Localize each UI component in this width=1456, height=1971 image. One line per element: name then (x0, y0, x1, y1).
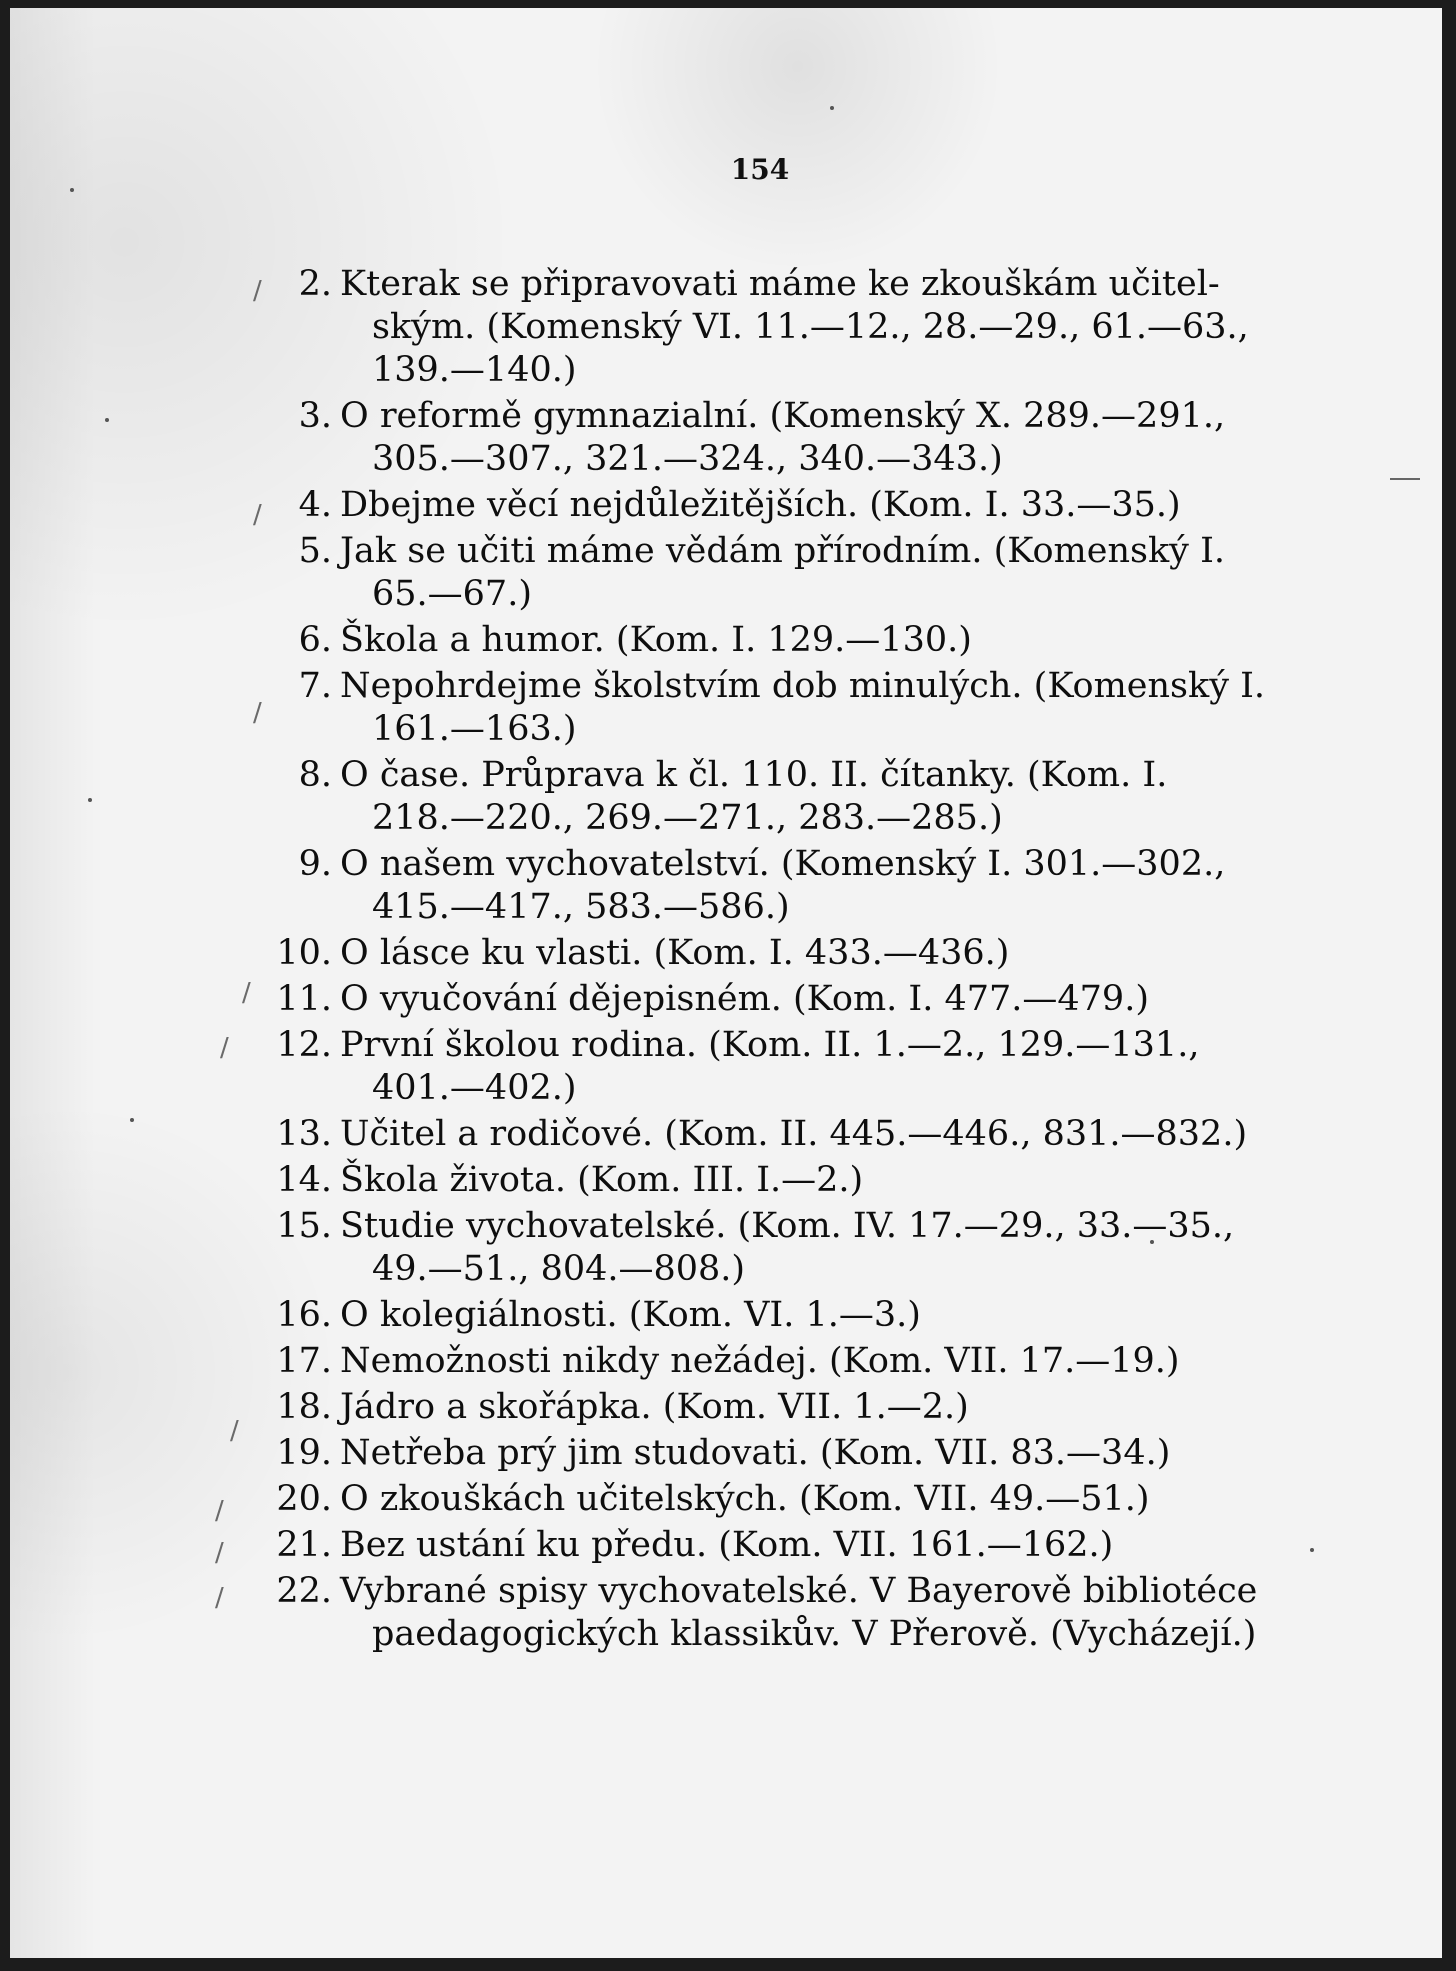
entry-text (340, 1386, 1290, 1429)
entry-line: Dbejme věcí nejdůležitějších. (Kom. I. 33.—35.) (340, 485, 1181, 525)
pencil-mark: / (215, 1583, 224, 1613)
entry-number: 21. (276, 1525, 332, 1565)
entry-number: 10. (276, 933, 332, 973)
entry-number: 15. (276, 1206, 332, 1246)
entry-line: Studie vychovatelské. (Kom. IV. 17.—29., 33.—35., (340, 1206, 1235, 1246)
entry-line: Učitel a rodičové. (Kom. II. 445.—446., 831.—832.) (340, 1114, 1248, 1154)
entry-text (340, 978, 1290, 1021)
list-item (10, 1294, 1442, 1337)
entry-text (340, 1024, 1290, 1110)
list-item (10, 843, 1442, 929)
list-item (10, 1024, 1442, 1110)
entry-line: Jádro a skořápka. (Kom. VII. 1.—2.) (340, 1387, 969, 1427)
entry-text (340, 1205, 1290, 1291)
entry-line: O lásce ku vlasti. (Kom. I. 433.—436.) (340, 933, 1010, 973)
list-item (10, 1524, 1442, 1567)
entry-line: 49.—51., 804.—808.) (372, 1249, 746, 1289)
entry-text (340, 530, 1290, 616)
entry-line: 161.—163.) (372, 709, 577, 749)
list-item (10, 263, 1442, 392)
entry-number: 16. (276, 1295, 332, 1335)
entry-number: 13. (276, 1114, 332, 1154)
entry-number: 2. (298, 264, 332, 304)
entry-line: Nepohrdejme školstvím dob minulých. (Komenský I. (340, 666, 1266, 706)
entry-line: 305.—307., 321.—324., 340.—343.) (372, 439, 1003, 479)
list-item (10, 530, 1442, 616)
pencil-mark: / (242, 978, 251, 1008)
entry-number: 8. (298, 755, 332, 795)
pencil-mark: / (215, 1538, 224, 1568)
list-item (10, 754, 1442, 840)
entry-line: O zkouškách učitelských. (Kom. VII. 49.—51.) (340, 1479, 1150, 1519)
entry-number: 7. (298, 666, 332, 706)
list-item (10, 932, 1442, 975)
entry-text (340, 395, 1290, 481)
entry-line: Jak se učiti máme vědám přírodním. (Komenský I. (340, 531, 1226, 571)
entry-number: 3. (298, 396, 332, 436)
entry-line: Bez ustání ku předu. (Kom. VII. 161.—162.) (340, 1525, 1114, 1565)
entry-list (10, 263, 1442, 1659)
list-item (10, 1159, 1442, 1202)
entry-line: O reformě gymnazialní. (Komenský X. 289.—291., (340, 396, 1226, 436)
list-item (10, 1432, 1442, 1475)
entry-line: O kolegiálnosti. (Kom. VI. 1.—3.) (340, 1295, 921, 1335)
entry-text (340, 619, 1290, 662)
entry-text (340, 1432, 1290, 1475)
list-item (10, 1386, 1442, 1429)
entry-line: paedagogických klassikův. V Přerově. (Vycházejí.) (372, 1614, 1257, 1654)
page-number: 154 (730, 153, 790, 186)
entry-text (340, 1159, 1290, 1202)
entry-line: 65.—67.) (372, 574, 532, 614)
entry-number: 20. (276, 1479, 332, 1519)
pencil-mark: / (220, 1033, 229, 1063)
list-item (10, 1340, 1442, 1383)
entry-number: 6. (298, 620, 332, 660)
entry-line: Škola a humor. (Kom. I. 129.—130.) (340, 620, 972, 660)
entry-line: 139.—140.) (372, 350, 577, 390)
entry-line: O čase. Průprava k čl. 110. II. čítanky. (Kom. I. (340, 755, 1168, 795)
entry-text (340, 1478, 1290, 1521)
entry-number: 12. (276, 1025, 332, 1065)
pencil-mark: / (215, 1496, 224, 1526)
entry-line: Netřeba prý jim studovati. (Kom. VII. 83.—34.) (340, 1433, 1171, 1473)
list-item (10, 484, 1442, 527)
entry-number: 19. (276, 1433, 332, 1473)
entry-line: Škola života. (Kom. III. I.—2.) (340, 1160, 864, 1200)
entry-text (340, 1294, 1290, 1337)
entry-line: O našem vychovatelství. (Komenský I. 301.—302., (340, 844, 1226, 884)
pencil-mark: / (253, 500, 262, 530)
entry-text (340, 754, 1290, 840)
entry-text (340, 665, 1290, 751)
list-item (10, 1478, 1442, 1521)
entry-number: 18. (276, 1387, 332, 1427)
entry-text (340, 1340, 1290, 1383)
entry-text (340, 932, 1290, 975)
pencil-mark: / (253, 698, 262, 728)
entry-number: 5. (298, 531, 332, 571)
list-item (10, 1205, 1442, 1291)
entry-number: 11. (276, 979, 332, 1019)
entry-line: ským. (Komenský VI. 11.—12., 28.—29., 61.—63., (372, 307, 1249, 347)
list-item (10, 619, 1442, 662)
list-item (10, 1570, 1442, 1656)
entry-text (340, 1524, 1290, 1567)
speck (70, 188, 74, 192)
entry-line: 401.—402.) (372, 1068, 577, 1108)
entry-number: 14. (276, 1160, 332, 1200)
entry-line: Kterak se připravovati máme ke zkouškám učitel- (340, 264, 1220, 304)
entry-number: 22. (276, 1571, 332, 1611)
list-item (10, 1113, 1442, 1156)
entry-number: 4. (298, 485, 332, 525)
entry-text (340, 263, 1290, 392)
entry-line: 218.—220., 269.—271., 283.—285.) (372, 798, 1003, 838)
speck (830, 106, 834, 110)
entry-number: 9. (298, 844, 332, 884)
book-page (10, 8, 1442, 1958)
entry-text (340, 843, 1290, 929)
list-item (10, 395, 1442, 481)
entry-line: 415.—417., 583.—586.) (372, 887, 790, 927)
pencil-mark: / (230, 1416, 239, 1446)
entry-text (340, 484, 1290, 527)
entry-line: Nemožnosti nikdy nežádej. (Kom. VII. 17.—19.) (340, 1341, 1180, 1381)
list-item (10, 665, 1442, 751)
entry-text (340, 1570, 1290, 1656)
entry-number: 17. (276, 1341, 332, 1381)
entry-line: První školou rodina. (Kom. II. 1.—2., 129.—131., (340, 1025, 1200, 1065)
entry-line: Vybrané spisy vychovatelské. V Bayerově bibliotéce (340, 1571, 1258, 1611)
entry-line: O vyučování dějepisném. (Kom. I. 477.—479.) (340, 979, 1149, 1019)
pencil-mark: / (253, 276, 262, 306)
list-item (10, 978, 1442, 1021)
entry-text (340, 1113, 1290, 1156)
